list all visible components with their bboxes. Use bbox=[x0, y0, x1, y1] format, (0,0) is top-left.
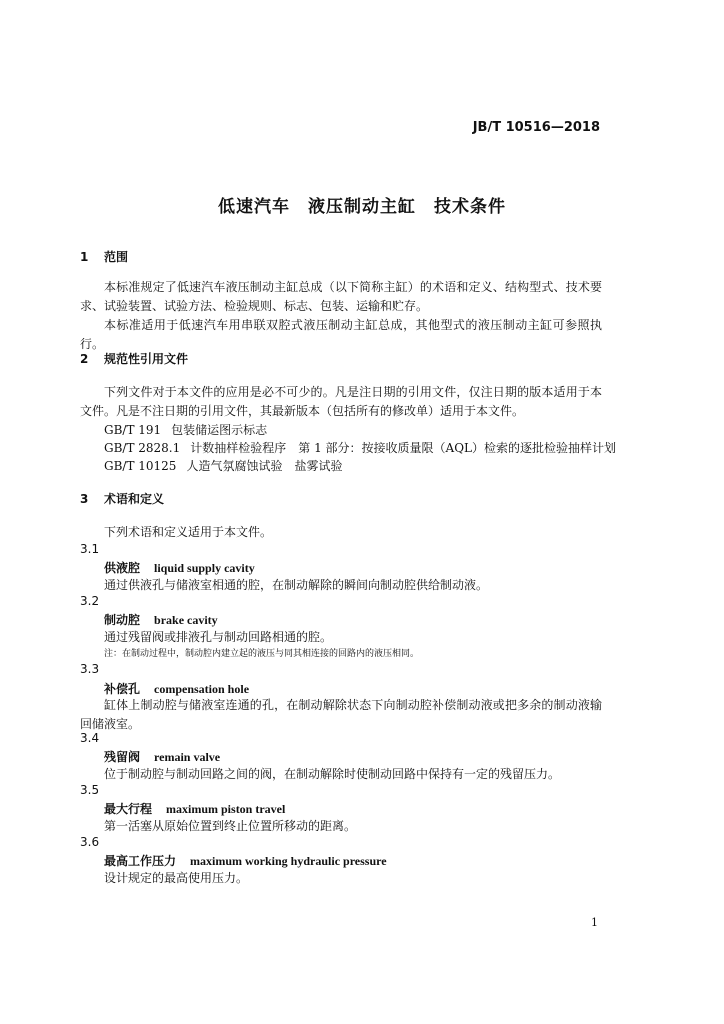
document-code: JB/T 10516—2018 bbox=[472, 120, 600, 135]
reference-item bbox=[104, 421, 267, 438]
reference-code: GB/T 10125 bbox=[104, 459, 177, 473]
term-name-en: brake cavity bbox=[154, 613, 218, 627]
term-note: 注：在制动过程中，制动腔内建立起的液压与同其相连接的回路内的液压相同。 bbox=[104, 649, 420, 659]
paragraph: 本标准适用于低速汽车用串联双腔式液压制动主缸总成，其他型式的液压制动主缸可参照执行。 bbox=[80, 318, 602, 351]
term-name bbox=[104, 611, 218, 628]
term-definition: 通过残留阀或排液孔与制动回路相通的腔。 bbox=[104, 630, 333, 644]
term-name-zh: 最大行程 bbox=[104, 802, 153, 816]
reference-title: 包装储运图示标志 bbox=[171, 423, 268, 437]
term-number: 3.5 bbox=[80, 783, 100, 797]
reference-item bbox=[104, 439, 616, 456]
section-number: 3 bbox=[80, 492, 89, 506]
reference-title: 计数抽样检验程序 第 1 部分：按接收质量限（AQL）检索的逐批检验抽样计划 bbox=[190, 441, 617, 455]
section-heading-references bbox=[80, 350, 188, 367]
reference-code: GB/T 2828.1 bbox=[104, 441, 181, 455]
term-name-en: compensation hole bbox=[154, 682, 250, 696]
term-name bbox=[104, 680, 249, 697]
document-title: 低速汽车 液压制动主缸 技术条件 bbox=[218, 197, 506, 217]
term-definition: 位于制动腔与制动回路之间的阀，在制动解除时使制动回路中保持有一定的残留压力。 bbox=[104, 767, 561, 781]
term-name-zh: 补偿孔 bbox=[104, 682, 141, 696]
term-name-en: liquid supply cavity bbox=[154, 561, 255, 575]
section-heading-scope bbox=[80, 248, 128, 265]
section-title: 规范性引用文件 bbox=[104, 352, 189, 366]
term-name-en: maximum piston travel bbox=[166, 802, 286, 816]
section-number: 2 bbox=[80, 352, 89, 366]
term-name bbox=[104, 800, 285, 817]
section-title: 范围 bbox=[104, 250, 129, 264]
term-definition: 通过供液孔与储液室相通的腔，在制动解除的瞬间向制动腔供给制动液。 bbox=[104, 578, 489, 592]
term-number: 3.6 bbox=[80, 835, 100, 849]
term-name bbox=[104, 748, 220, 765]
term-number: 3.1 bbox=[80, 542, 100, 556]
term-name bbox=[104, 852, 387, 869]
paragraph: 下列文件对于本文件的应用是必不可少的。凡是注日期的引用文件，仅注日期的版本适用于本文件。凡是不注日期的引用文件，其最新版本（包括所有的修改单）适用于本文件。 bbox=[80, 385, 602, 418]
reference-item bbox=[104, 457, 342, 474]
term-name-zh: 供液腔 bbox=[104, 561, 141, 575]
term-number: 3.4 bbox=[80, 731, 100, 745]
term-name-en: maximum working hydraulic pressure bbox=[190, 854, 387, 868]
term-name-zh: 制动腔 bbox=[104, 613, 141, 627]
reference-title: 人造气氛腐蚀试验 盐雾试验 bbox=[186, 459, 343, 473]
term-number: 3.3 bbox=[80, 662, 100, 676]
term-number: 3.2 bbox=[80, 594, 100, 608]
paragraph: 下列术语和定义适用于本文件。 bbox=[104, 525, 273, 539]
term-name-zh: 残留阀 bbox=[104, 750, 141, 764]
section-number: 1 bbox=[80, 250, 89, 264]
section-title: 术语和定义 bbox=[104, 492, 165, 506]
term-name-en: remain valve bbox=[154, 750, 221, 764]
term-name-zh: 最高工作压力 bbox=[104, 854, 177, 868]
section-heading-terms bbox=[80, 490, 164, 507]
term-definition: 第一活塞从原始位置到终止位置所移动的距离。 bbox=[104, 819, 357, 833]
term-name bbox=[104, 559, 255, 576]
term-definition: 设计规定的最高使用压力。 bbox=[104, 871, 249, 885]
page-number: 1 bbox=[591, 916, 598, 929]
term-definition: 缸体上制动腔与储液室连通的孔，在制动解除状态下向制动腔补偿制动液或把多余的制动液输回储液室。 bbox=[80, 698, 602, 731]
reference-code: GB/T 191 bbox=[104, 423, 162, 437]
paragraph: 本标准规定了低速汽车液压制动主缸总成（以下简称主缸）的术语和定义、结构型式、技术要求、试验装置、试验方法、检验规则、标志、包装、运输和贮存。 bbox=[80, 280, 602, 313]
